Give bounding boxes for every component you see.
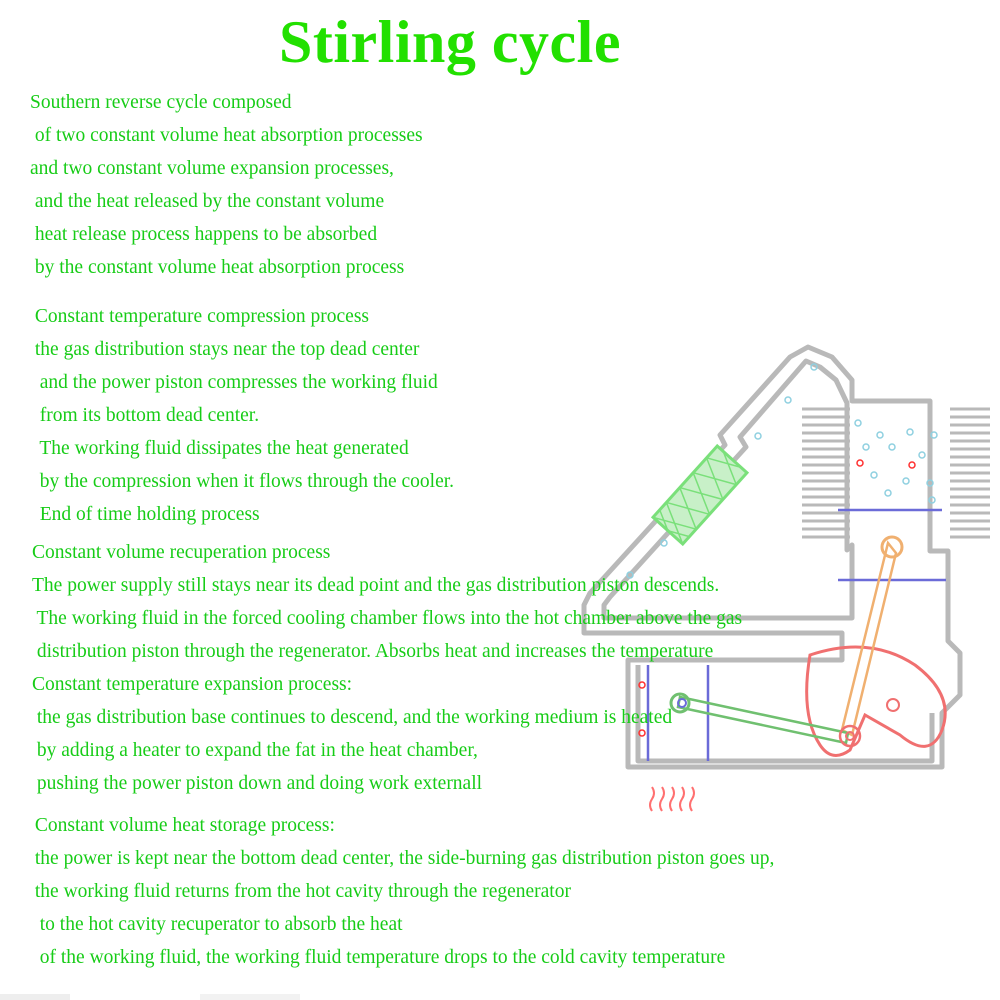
storage-line-5: of the working fluid, the working fluid temperature drops to the cold cavity temperature	[30, 947, 726, 968]
bottom-edge-strip	[0, 994, 1000, 1000]
compression-line-2: the gas distribution stays near the top dead center	[30, 339, 420, 360]
recuperation-heading: Constant volume recuperation process	[32, 542, 331, 563]
storage-line-3: the working fluid returns from the hot cavity through the regenerator	[30, 881, 571, 902]
compression-line-4: from its bottom dead center.	[30, 405, 260, 426]
expansion-line-3: by adding a heater to expand the fat in the heat chamber,	[32, 740, 478, 761]
expansion-line-4: pushing the power piston down and doing work externall	[32, 773, 483, 794]
recuperation-line-3: The working fluid in the forced cooling chamber flows into the hot chamber above the gas	[32, 608, 743, 629]
intro-line-5: heat release process happens to be absorbed	[30, 224, 378, 245]
storage-heading: Constant volume heat storage process:	[30, 815, 335, 836]
rod-green	[678, 697, 848, 743]
intro-line-2: of two constant volume heat absorption processes	[30, 125, 423, 146]
recuperation-line-2: The power supply still stays near its dead point and the gas distribution piston descends.	[32, 575, 720, 596]
compression-heading: Constant temperature compression process	[30, 306, 369, 327]
heater-flame	[650, 787, 694, 811]
expansion-heading: Constant temperature expansion process:	[32, 674, 353, 695]
compression-line-5: The working fluid dissipates the heat generated	[30, 438, 409, 459]
intro-line-1: Southern reverse cycle composed	[30, 92, 292, 113]
regenerator-mesh	[653, 446, 747, 544]
intro-line-3: and two constant volume expansion processes,	[30, 158, 394, 179]
storage-line-2: the power is kept near the bottom dead center, the side-burning gas distribution piston goes up,	[30, 848, 775, 869]
recuperation-line-4: distribution piston through the regenerator. Absorbs heat and increases the temperature	[32, 641, 714, 662]
cooler-fins	[802, 409, 990, 537]
compression-line-3: and the power piston compresses the working fluid	[30, 372, 438, 393]
page-title: Stirling cycle	[279, 9, 621, 75]
compression-line-6: by the compression when it flows through the cooler.	[30, 471, 455, 492]
compression-line-7: End of time holding process	[30, 504, 260, 525]
intro-line-6: by the constant volume heat absorption process	[30, 257, 405, 278]
intro-line-4: and the heat released by the constant volume	[30, 191, 385, 212]
storage-line-4: to the hot cavity recuperator to absorb the heat	[30, 914, 403, 935]
expansion-line-2: the gas distribution base continues to descend, and the working medium is heated	[32, 707, 673, 728]
